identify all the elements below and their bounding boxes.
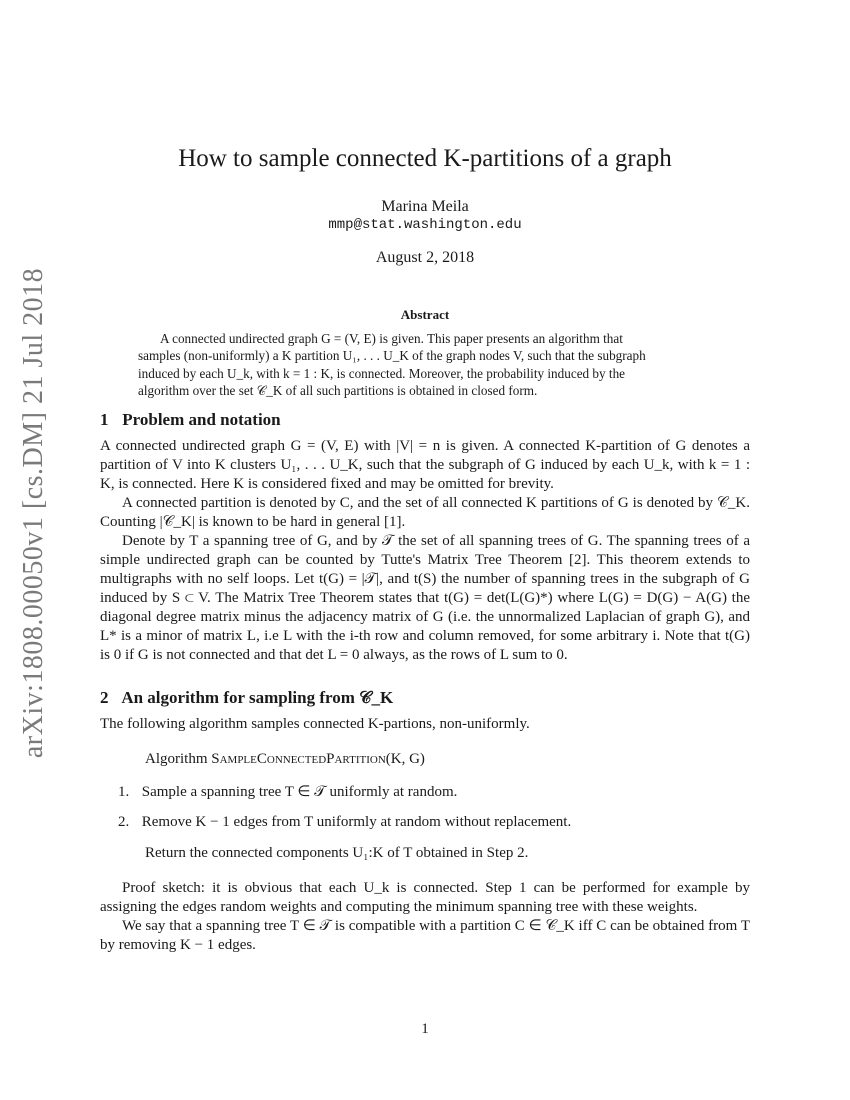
- section-1-body: [100, 437, 750, 665]
- abstract-line: induced by each U_k, with k = 1 : K, is connected. Moreover, the probability induced by the: [138, 365, 626, 381]
- section-title: An algorithm for sampling from 𝒞_K: [121, 688, 394, 707]
- abstract-heading: Abstract: [400, 307, 450, 322]
- step-text: Sample a spanning tree T ∈ 𝒯 uniformly at random.: [141, 784, 458, 800]
- algorithm-step: [118, 814, 571, 831]
- algorithm-header: [145, 751, 425, 768]
- section-number: 1: [100, 410, 109, 429]
- section-number: 2: [100, 688, 109, 707]
- paragraph: A connected partition is denoted by C, and the set of all connected K partitions of G is denoted by 𝒞_K. Counting |𝒞_K| is known to be hard in general [1].: [100, 495, 750, 530]
- step-number: 2.: [118, 814, 130, 830]
- paper-title: How to sample connected K-partitions of a graph: [178, 145, 672, 172]
- algorithm-name: SampleConnectedPartition: [211, 751, 386, 767]
- section-title: Problem and notation: [122, 410, 281, 429]
- arxiv-side-stamp: [14, 268, 54, 758]
- abstract-line: algorithm over the set 𝒞_K of all such partitions is obtained in closed form.: [138, 383, 538, 399]
- paragraph: Proof sketch: it is obvious that each U_k is connected. Step 1 can be performed for example by assigning the edges random weights and computing the minimum spanning tree with these weights.: [100, 880, 750, 915]
- page-number: 1: [421, 1021, 429, 1037]
- abstract-body: [138, 330, 712, 400]
- algorithm-return: Return the connected components U₁:K of T obtained in Step 2.: [145, 845, 529, 861]
- abstract-line: A connected undirected graph G = (V, E) is given. This paper presents an algorithm that: [160, 331, 623, 346]
- arxiv-identifier: arXiv:1808.00050v1 [cs.DM] 21 Jul 2018: [18, 267, 49, 759]
- abstract-line: samples (non-uniformly) a K partition U₁, . . . U_K of the graph nodes V, such that the subgraph: [138, 348, 646, 364]
- paragraph: We say that a spanning tree T ∈ 𝒯 is compatible with a partition C ∈ 𝒞_K iff C can be obtained from T by removing K − 1 edges.: [100, 918, 750, 953]
- algorithm-step: [118, 782, 457, 801]
- author-email: mmp@stat.washington.edu: [328, 217, 522, 233]
- paragraph: A connected undirected graph G = (V, E) with |V| = n is given. A connected K-partition of G denotes a partition of V into K clusters U₁, . . . U_K, such that the subgraph of G induced by each U_k, with k = 1 : K, is connected. Here K is considered fixed and may be omitted for brevity.: [100, 438, 750, 492]
- section-heading-1: [100, 410, 281, 430]
- paragraph: Denote by T a spanning tree of G, and by 𝒯 the set of all spanning trees of G. The spanning trees of a simple undirected graph can be counted by Tutte's Matrix Tree Theorem [2]. This theorem extends to multigraphs with no self loops. Let t(G) = |𝒯|, and t(S) the number of spanning trees in the subgraph of G induced by S ⊂ V. The Matrix Tree Theorem states that t(G) = det(L(G)*) where L(G) = D(G) − A(G) the diagonal degree matrix minus the adjacency matrix of G (i.e. the unnormalized Laplacian of graph G), and L* is a minor of matrix L, i.e L with the i-th row and column removed, for some arbitrary i. Note that t(G) is 0 if G is not connected and that det L = 0 always, as the rows of L sum to 0.: [100, 533, 750, 663]
- section-2-body: [100, 879, 750, 955]
- step-number: 1.: [118, 784, 130, 800]
- paper-date: August 2, 2018: [375, 249, 475, 266]
- algorithm-label: Algorithm: [145, 751, 208, 767]
- step-text: Remove K − 1 edges from T uniformly at random without replacement.: [141, 814, 572, 830]
- section-2-intro: The following algorithm samples connected K-partions, non-uniformly.: [100, 716, 530, 732]
- author-name: Marina Meila: [381, 198, 469, 215]
- algorithm-args: (K, G): [385, 751, 425, 767]
- section-heading-2: [100, 688, 393, 708]
